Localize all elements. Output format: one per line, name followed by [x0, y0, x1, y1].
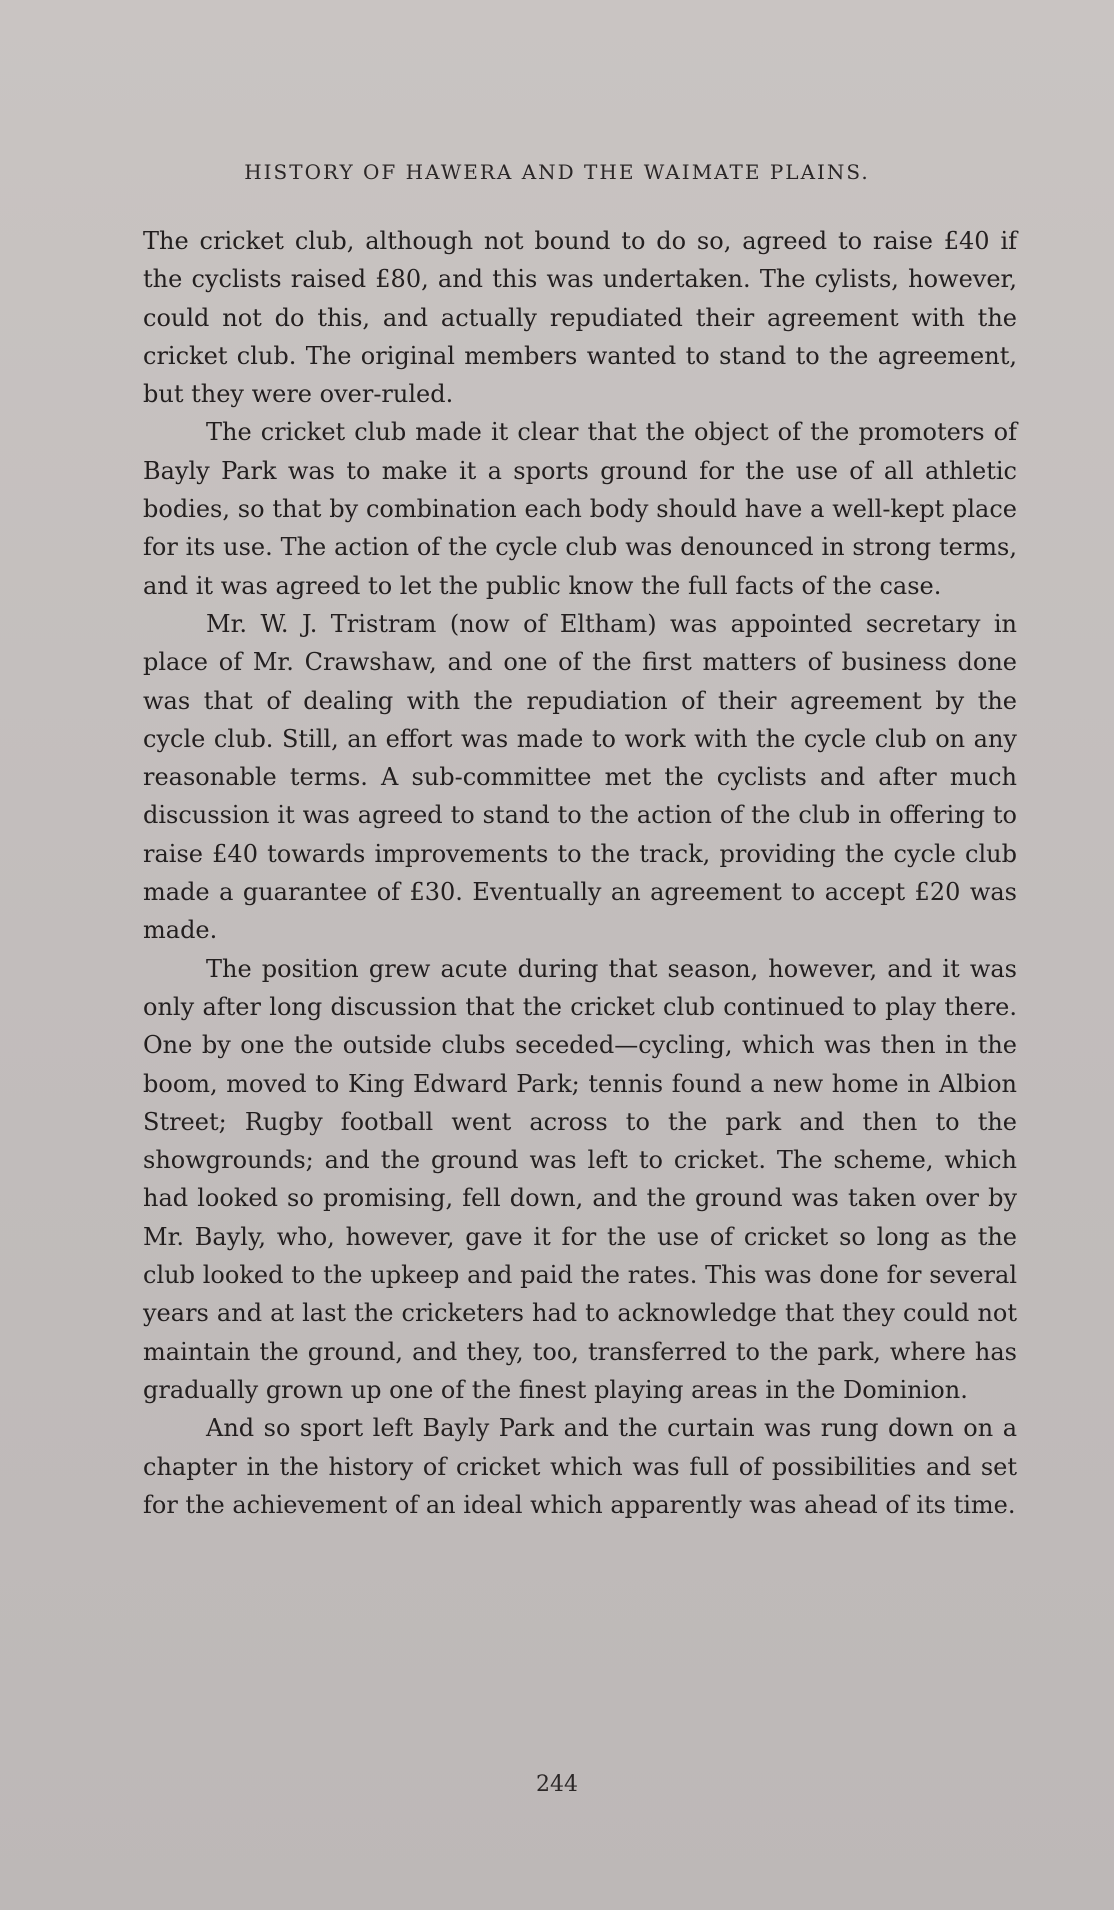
paragraph: And so sport left Bayly Park and the curtain was rung down on a chapter in the history of cricket which was full of possibilities and set for the achievement of an ideal which apparently was ahead of its time. — [143, 1414, 1017, 1519]
page-number: 244 — [536, 1772, 578, 1797]
running-head: HISTORY OF HAWERA AND THE WAIMATE PLAINS. — [244, 160, 870, 184]
paragraph: The position grew acute during that season, however, and it was only after long discussion that the cricket club continued to play there. One by one the outside clubs seceded—cycling, which was then in the boom, moved to King Edward Park; tennis found a new home in Albion Street; Rugby football went across to the park and then to the showgrounds; and the ground was left to cricket. The scheme, which had looked so promising, fell down, and the ground was taken over by Mr. Bayly, who, however, gave it for the use of cricket so long as the club looked to the upkeep and paid the rates. This was done for several years and at last the cricketers had to acknowledge that they could not maintain the ground, and they, too, transferred to the park, where has gradually grown up one of the finest playing areas in the Dominion. — [143, 954, 1017, 1404]
paragraph: The cricket club made it clear that the object of the promoters of Bayly Park was to make it a sports ground for the use of all athletic bodies, so that by combination each body should have a well-kept place for its use. The action of the cycle club was denounced in strong terms, and it was agreed to let the public know the full facts of the case. — [143, 418, 1017, 600]
paragraph: The cricket club, although not bound to do so, agreed to raise £40 if the cyclists raised £80, and this was undertaken. The cylists, however, could not do this, and actually repudiated their agreement with the cricket club. The original members wanted to stand to the agreement, but they were over-ruled. — [143, 227, 1017, 409]
paragraph: Mr. W. J. Tristram (now of Eltham) was appointed secretary in place of Mr. Crawshaw, and one of the first matters of business done was that of dealing with the repudiation of their agreement by the cycle club. Still, an effort was made to work with the cycle club on any reasonable terms. A sub-committee met the cyclists and after much discussion it was agreed to stand to the action of the club in offering to raise £40 towards improvements to the track, providing the cycle club made a guarantee of £30. Eventually an agreement to accept £20 was made. — [143, 609, 1017, 945]
body-text — [143, 222, 1017, 1524]
